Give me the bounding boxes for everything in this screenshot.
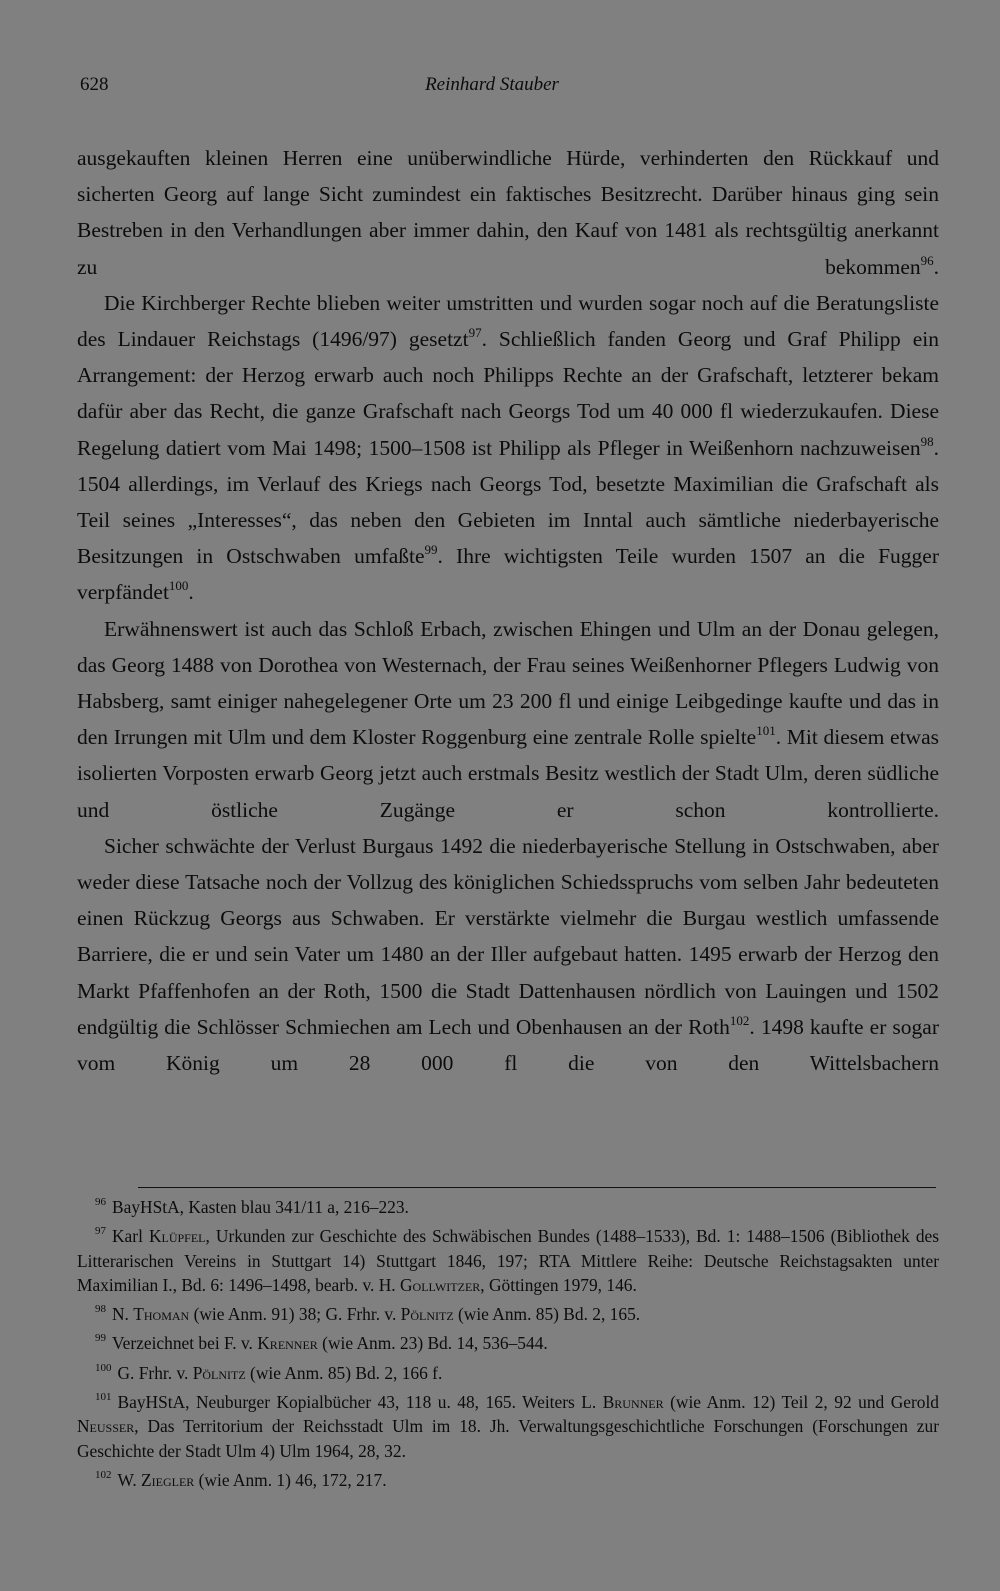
footnote-number: 99 — [95, 1332, 106, 1345]
paragraph-3 — [77, 611, 939, 828]
footnote-text: (wie Anm. 91) 38; G. Frhr. v. — [189, 1304, 401, 1325]
paragraph-text: . 1498 kaufte er sogar vom König um 28 000 fl die von den Wittelsbachern — [77, 1014, 939, 1076]
footnote-text: , Göttingen 1979, 146. — [480, 1274, 637, 1295]
footnote-99 — [77, 1326, 939, 1355]
footnote-text: Verzeichnet bei F. v. — [112, 1333, 258, 1354]
author-name: Klüpfel — [148, 1226, 206, 1247]
paragraph-text: ausgekauften kleinen Herren eine unüberwindliche Hürde, verhinderten den Rückkauf und sicherten Georg auf lange Sicht zumindest ein faktisches Besitzrecht. Darüber hinaus ging sein Bestreben in den Verhandlungen aber immer dahin, den Kauf von 1481 als rechtsgültig anerkannt zu bekommen — [77, 146, 939, 279]
footnote-ref-99: 99 — [424, 542, 438, 558]
running-title: Reinhard Stauber — [425, 74, 559, 95]
paragraph-text: . 1504 allerdings, im Verlauf des Kriegs nach Georgs Tod, besetzte Maximilian die Grafschaft als Teil seines „Interesses“, das neben den Gebieten im Inntal auch sämtliche niederbayerische Besitzungen in Ostschwaben umfaßte — [77, 435, 939, 569]
author-name: Pölnitz — [400, 1304, 454, 1325]
author-name: Thoman — [133, 1304, 190, 1325]
footnote-102 — [77, 1463, 939, 1492]
footnote-text: (wie Anm. 12) Teil 2, 92 und Gerold — [663, 1392, 939, 1413]
footnote-text: , Urkunden zur Geschichte des Schwäbischen Bundes (1488–1533), Bd. 1: 1488–1506 (Bibliothek des Litterarischen Vereins in Stuttgart 14) Stuttgart 1846, 197; RTA Mittlere Reihe: Deutsche Reichstagsakten unter Maximilian I., Bd. 6: 1496–1498, bearb. v. H. — [77, 1226, 940, 1295]
paragraph-text: . — [933, 254, 939, 279]
footnote-text: (wie Anm. 1) 46, 172, 217. — [194, 1469, 387, 1490]
page-number: 628 — [80, 74, 109, 95]
footnote-number: 98 — [95, 1303, 106, 1316]
footnote-101 — [77, 1385, 939, 1463]
paragraph-2 — [77, 285, 939, 611]
footnote-number: 100 — [95, 1361, 112, 1374]
author-name: Brunner — [602, 1392, 664, 1413]
paragraph-text: Erwähnenswert ist auch das Schloß Erbach, zwischen Ehingen und Ulm an der Donau gelegen, das Georg 1488 von Dorothea von Westernach, der Frau seines Weißenhorner Pflegers Ludwig von Habsberg, samt einiger nahegelegener Orte um 23 200 fl und einige Leibgedinge kaufte und das in den Irrungen mit Ulm und dem Kloster Roggenburg eine zentrale Rolle spielte — [77, 616, 939, 750]
paragraph-text: . Mit diesem etwas isolierten Vorposten erwarb Georg jetzt auch erstmals Besitz westlich der Stadt Ulm, deren südliche und östliche Zugänge er schon kontrollierte. — [77, 725, 939, 822]
footnote-number: 97 — [95, 1225, 106, 1238]
footnote-number: 101 — [95, 1391, 112, 1404]
footnote-ref-100: 100 — [168, 578, 189, 594]
footnote-ref-96: 96 — [920, 252, 934, 268]
footnote-ref-101: 101 — [756, 723, 776, 739]
author-name: Ziegler — [141, 1469, 195, 1490]
footnote-text: BayHStA, Neuburger Kopialbücher 43, 118 u. 48, 165. Weiters L. — [117, 1392, 603, 1413]
author-name: Gollwitzer — [399, 1274, 481, 1295]
paragraph-text: . Schließlich fanden Georg und Graf Philipp ein Arrangement: der Herzog erwarb auch noch Philipps Rechte an der Grafschaft, letzterer bekam dafür aber das Recht, die ganze Grafschaft nach Georgs Tod um 40 000 fl wiederzukaufen. Diese Regelung datiert vom Mai 1498; 1500–1508 ist Philipp als Pfleger in Weißenhorn nachzuweisen — [77, 327, 939, 460]
page-header — [80, 74, 944, 104]
footnote-ref-102: 102 — [729, 1012, 750, 1028]
paragraph-text: Die Kirchberger Rechte blieben weiter umstritten und wurden sogar noch auf die Beratungsliste des Lindauer Reichstags (1496/97) gesetzt — [77, 290, 939, 352]
paragraph-4 — [77, 828, 939, 1081]
paragraph-text: Sicher schwächte der Verlust Burgaus 1492 die niederbayerische Stellung in Ostschwaben, aber weder diese Tatsache noch der Vollzug des königlichen Schiedsspruchs vom selben Jahr bedeuteten einen Rückzug Georgs aus Schwaben. Er verstärkte vielmehr die Burgau westlich umfassende Barriere, die er und sein Vater um 1480 an der Iller aufgebaut hatten. 1495 erwarb der Herzog den Markt Pfaffenhofen an der Roth, 1500 die Stadt Dattenhausen nördlich von Lauingen und 1502 endgültig die Schlösser Schmiechen am Lech und Obenhausen an der Roth — [77, 833, 939, 1039]
footnote-text: Karl — [112, 1226, 149, 1247]
paragraph-1 — [77, 140, 939, 285]
author-name: Pölnitz — [192, 1362, 246, 1383]
footnote-text: BayHStA, Kasten blau 341/11 a, 216–223. — [112, 1197, 409, 1217]
footnote-text: , Das Territorium der Reichsstadt Ulm im 18. Jh. Verwaltungsgeschichtliche Forschungen (Forschungen zur Geschichte der Stadt Ulm 4) Ulm 1964, 28, 32. — [77, 1416, 939, 1461]
footnote-ref-98: 98 — [920, 433, 934, 449]
footnote-text: G. Frhr. v. — [117, 1362, 193, 1383]
paragraph-text: . Ihre wichtigsten Teile wurden 1507 an die Fugger verpfändet — [77, 544, 939, 605]
author-name: Neusser — [77, 1416, 135, 1437]
footnote-text: (wie Anm. 23) Bd. 14, 536–544. — [317, 1333, 548, 1354]
footnote-text: (wie Anm. 85) Bd. 2, 166 f. — [245, 1362, 443, 1383]
footnote-number: 102 — [95, 1468, 112, 1481]
footnote-text: N. — [112, 1304, 134, 1325]
footnote-text: (wie Anm. 85) Bd. 2, 165. — [453, 1304, 641, 1325]
footnote-97 — [77, 1219, 939, 1297]
footnote-ref-97: 97 — [468, 325, 482, 341]
footnote-96 — [77, 1190, 939, 1219]
footnote-100 — [77, 1356, 939, 1385]
paragraph-text: . — [188, 580, 194, 605]
footnote-number: 96 — [95, 1196, 106, 1208]
footnotes — [77, 1190, 939, 1492]
author-name: Krenner — [257, 1333, 318, 1354]
footnote-separator — [138, 1187, 936, 1188]
footnote-98 — [77, 1297, 939, 1326]
footnote-text: W. — [117, 1469, 142, 1490]
body-text — [77, 140, 939, 1081]
